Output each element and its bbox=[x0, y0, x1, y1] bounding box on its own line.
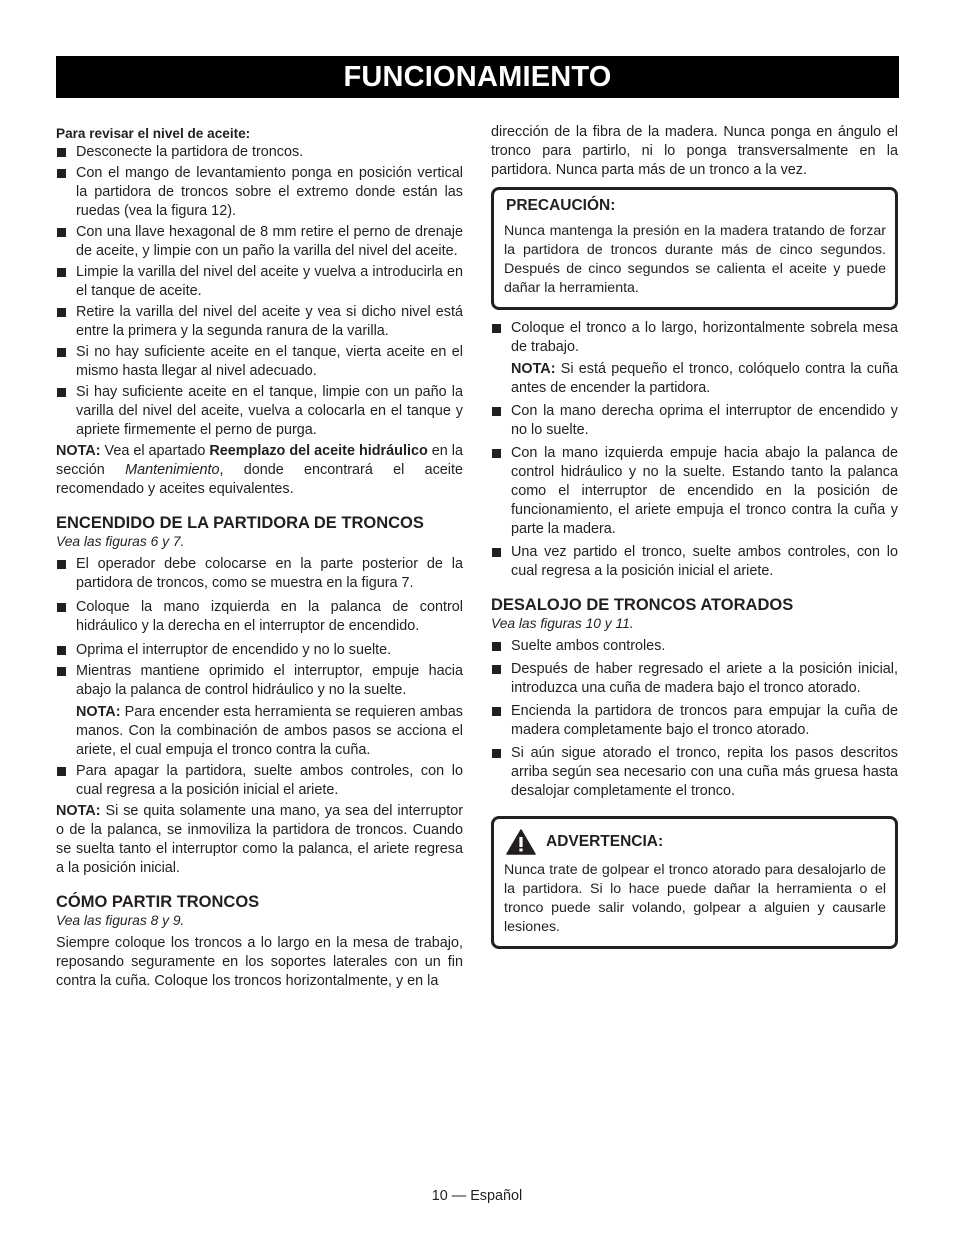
warning-text: Nunca trate de golpear el tronco atorado para desalojarlo de la partidora. Si lo hace puede dañar la herramienta o el tronco puede salir volando, golpear a alguien y causarle lesiones. bbox=[504, 862, 886, 935]
start-list bbox=[56, 555, 463, 800]
oil-note: NOTA: Vea el apartado Reemplazo del aceite hidráulico en la sección Mantenimiento, donde encontrará el aceite recomendado y aceites equivalentes. bbox=[56, 443, 463, 497]
jam-heading: DESALOJO DE TRONCOS ATORADOS bbox=[491, 596, 794, 614]
list-item: Una vez partido el tronco, suelte ambos controles, con lo cual regresa a la posición inicial el ariete. bbox=[491, 543, 898, 581]
oil-check-list bbox=[56, 143, 463, 440]
page-title: FUNCIONAMIENTO bbox=[56, 56, 899, 98]
list-item: Con la mano derecha oprima el interruptor de encendido y no lo suelte. bbox=[491, 402, 898, 440]
list-item: Mientras mantiene oprimido el interruptor, empuje hacia abajo la palanca de control hidráulico y no la suelte. NOTA: Para encender esta herramienta se requieren ambas manos. Con la combinación de ambos pasos se acciona el ariete, el cual empuja el tronco contra la cuña. bbox=[56, 662, 463, 760]
square-bullet-icon bbox=[57, 228, 66, 237]
square-bullet-icon bbox=[492, 642, 501, 651]
square-bullet-icon bbox=[492, 324, 501, 333]
list-item: Después de haber regresado el ariete a la posición inicial, introduzca una cuña de madera bajo el tronco atorado. bbox=[491, 660, 898, 698]
list-item: Coloque la mano izquierda en la palanca de control hidráulico y la derecha en el interruptor de encendido. bbox=[56, 598, 463, 636]
square-bullet-icon bbox=[492, 548, 501, 557]
list-item: Limpie la varilla del nivel del aceite y vuelva a introducirla en el tanque de aceite. bbox=[56, 263, 463, 301]
square-bullet-icon bbox=[57, 603, 66, 612]
list-item: Con el mango de levantamiento ponga en posición vertical la partidora de troncos sobre el extremo donde están las ruedas (vea la figura 12). bbox=[56, 164, 463, 221]
list-item: Si aún sigue atorado el tronco, repita los pasos descritos arriba según sea necesario con una cuña más gruesa hasta desalojar completamente el tronco. bbox=[491, 744, 898, 801]
square-bullet-icon bbox=[492, 665, 501, 674]
square-bullet-icon bbox=[57, 388, 66, 397]
warning-triangle-icon bbox=[506, 829, 536, 855]
list-item: Si no hay suficiente aceite en el tanque, vierta aceite en el mismo hasta llegar al nivel adecuado. bbox=[56, 343, 463, 381]
split-heading: CÓMO PARTIR TRONCOS bbox=[56, 893, 260, 911]
list-item: Suelte ambos controles. bbox=[491, 637, 898, 656]
square-bullet-icon bbox=[57, 767, 66, 776]
start-heading: ENCENDIDO DE LA PARTIDORA DE TRONCOS bbox=[56, 514, 424, 532]
square-bullet-icon bbox=[492, 749, 501, 758]
square-bullet-icon bbox=[57, 646, 66, 655]
list-item: El operador debe colocarse en la parte posterior de la partidora de troncos, como se muestra en la figura 7. bbox=[56, 555, 463, 593]
list-item: Retire la varilla del nivel del aceite y vea si dicho nivel está entre la primera y la segunda ranura de la varilla. bbox=[56, 303, 463, 341]
list-item: Encienda la partidora de troncos para empujar la cuña de madera completamente bajo el tronco atorado. bbox=[491, 702, 898, 740]
caution-title: PRECAUCIÓN: bbox=[506, 197, 616, 214]
oil-check-heading: Para revisar el nivel de aceite: bbox=[56, 126, 251, 141]
square-bullet-icon bbox=[492, 449, 501, 458]
square-bullet-icon bbox=[57, 268, 66, 277]
square-bullet-icon bbox=[57, 560, 66, 569]
split-paragraph-continued: dirección de la fibra de la madera. Nunca ponga en ángulo el tronco para partirlo, ni lo ponga transversalmente en la partidora. Nunca parta más de un tronco a la vez. bbox=[491, 124, 898, 178]
square-bullet-icon bbox=[492, 707, 501, 716]
square-bullet-icon bbox=[492, 407, 501, 416]
list-item: Para apagar la partidora, suelte ambos controles, con lo cual regresa a la posición inicial el ariete. bbox=[56, 762, 463, 800]
warning-title: ADVERTENCIA: bbox=[546, 833, 664, 850]
list-item: Coloque el tronco a lo largo, horizontalmente sobrela mesa de trabajo. NOTA: Si está pequeño el tronco, colóquelo contra la cuña antes de encender la partidora. bbox=[491, 319, 898, 398]
page-footer: 10 — Español bbox=[431, 1188, 523, 1204]
warning-box bbox=[491, 816, 898, 949]
split-figure-reference: Vea las figuras 8 y 9. bbox=[56, 913, 185, 928]
list-item: Oprima el interruptor de encendido y no lo suelte. bbox=[56, 641, 463, 660]
list-item: Desconecte la partidora de troncos. bbox=[56, 143, 463, 162]
right-column bbox=[491, 123, 898, 949]
start-note: NOTA: Si se quita solamente una mano, ya sea del interruptor o de la palanca, se inmoviliza la partidora de troncos. Cuando se suelta tanto el interruptor como la palanca, el ariete regresa a la posición inicial. bbox=[56, 803, 463, 876]
split-list bbox=[491, 319, 898, 581]
list-item: Con una llave hexagonal de 8 mm retire el perno de drenaje de aceite, y limpie con un paño la varilla del nivel del aceite. bbox=[56, 223, 463, 261]
list-item: Con la mano izquierda empuje hacia abajo la palanca de control hidráulico y no la suelte. Estando tanto la palanca como el interruptor de encendido en la posición de funcionamiento, el ariete empuja el tronco contra la cuña y parte la madera. bbox=[491, 444, 898, 539]
left-column bbox=[56, 122, 463, 991]
list-item: Si hay suficiente aceite en el tanque, limpie con un paño la varilla del nivel del aceite, vuelva a colocarla en el tanque y apriete firmemente el perno de purga. bbox=[56, 383, 463, 440]
jam-figure-reference: Vea las figuras 10 y 11. bbox=[491, 616, 634, 631]
square-bullet-icon bbox=[57, 169, 66, 178]
square-bullet-icon bbox=[57, 308, 66, 317]
split-item-note: NOTA: Si está pequeño el tronco, colóquelo contra la cuña antes de encender la partidora. bbox=[511, 361, 898, 396]
square-bullet-icon bbox=[57, 348, 66, 357]
square-bullet-icon bbox=[57, 148, 66, 157]
square-bullet-icon bbox=[57, 667, 66, 676]
warning-title-row bbox=[504, 829, 886, 855]
jam-list bbox=[491, 637, 898, 801]
start-figure-reference: Vea las figuras 6 y 7. bbox=[56, 534, 185, 549]
split-paragraph: Siempre coloque los troncos a lo largo en la mesa de trabajo, reposando seguramente en los soportes laterales con un fin contra la cuña. Coloque los troncos horizontalmente, y en la bbox=[56, 935, 463, 989]
start-item-note: NOTA: Para encender esta herramienta se requieren ambas manos. Con la combinación de ambos pasos se acciona el ariete, el cual empuja el tronco contra la cuña. bbox=[76, 704, 463, 758]
caution-text: Nunca mantenga la presión en la madera tratando de forzar la partidora de troncos durante más de cinco segundos. Después de cinco segundos se calienta el aceite y puede dañar la herramienta. bbox=[504, 223, 886, 296]
caution-box bbox=[491, 187, 898, 310]
